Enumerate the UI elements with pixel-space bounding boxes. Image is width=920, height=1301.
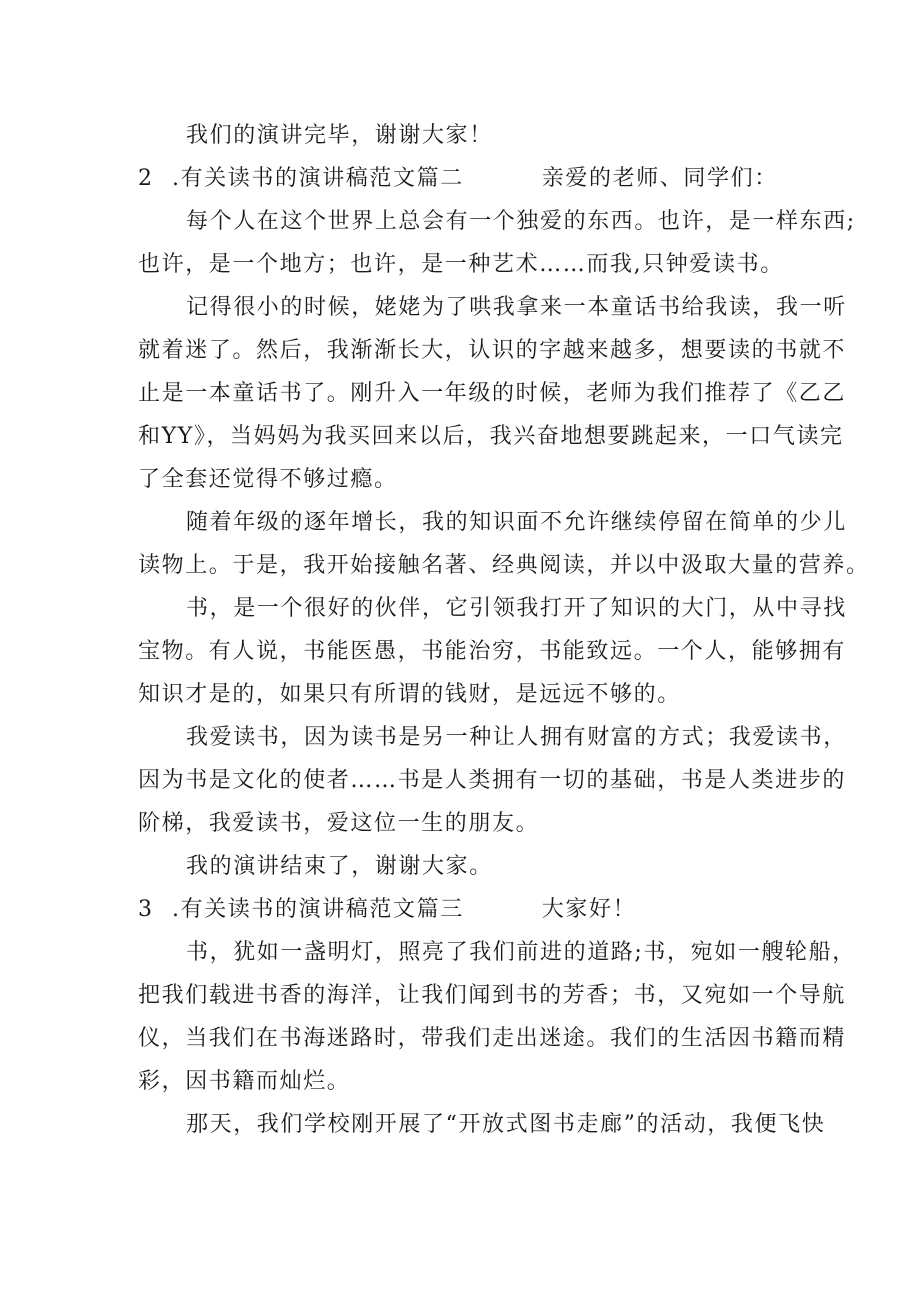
paragraph-line: 了全套还觉得不够过瘾。 (138, 467, 398, 492)
heading-number: 2 (138, 166, 154, 191)
paragraph-line: 把我们载进书香的海洋，让我们闻到书的芳香；书，又宛如一个导航 (138, 983, 847, 1008)
paragraph-line: 那天，我们学校刚开展了“开放式图书走廊”的活动，我便飞快 (186, 1112, 826, 1137)
paragraph-line: 记得很小的时候，姥姥为了哄我拿来一本童话书给我读，我一听 (186, 295, 847, 320)
paragraph-line: 也许，是一个地方；也许，是一种艺术……而我,只钟爱读书。 (138, 252, 784, 277)
paragraph-line: 彩，因书籍而灿烂。 (138, 1069, 351, 1094)
paragraph-line: 书，犹如一盏明灯，照亮了我们前进的道路;书，宛如一艘轮船， (186, 940, 856, 965)
heading-title: .有关读书的演讲稿范文篇二 (172, 166, 464, 191)
paragraph-line: 书，是一个很好的伙伴，它引领我打开了知识的大门，从中寻找 (186, 596, 847, 621)
heading-greeting: 大家好！ (541, 897, 637, 922)
paragraph-line: 知识才是的，如果只有所谓的钱财，是远远不够的。 (138, 682, 681, 707)
heading-title: .有关读书的演讲稿范文篇三 (172, 897, 464, 922)
section-heading-3 (138, 894, 788, 926)
section-heading-2 (138, 163, 788, 195)
paragraph-line: 就着迷了。然后，我渐渐长大，认识的字越来越多，想要读的书就不 (138, 338, 847, 363)
paragraph-line: 和YY》，当妈妈为我买回来以后，我兴奋地想要跳起来，一口气读完 (138, 424, 844, 449)
heading-greeting: 亲爱的老师、同学们： (541, 166, 778, 191)
paragraph-line: 读物上。于是，我开始接触名著、经典阅读，并以中汲取大量的营养。 (138, 553, 870, 578)
paragraph-line: 阶梯，我爱读书，爱这位一生的朋友。 (138, 811, 540, 836)
heading-number: 3 (138, 897, 154, 922)
paragraph-line: 仪，当我们在书海迷路时，带我们走出迷途。我们的生活因书籍而精 (138, 1026, 847, 1051)
closing-line: 我们的演讲完毕，谢谢大家！ (186, 123, 493, 148)
paragraph-line: 随着年级的逐年增长，我的知识面不允许继续停留在简单的少儿 (186, 510, 847, 535)
closing-line: 我的演讲结束了，谢谢大家。 (186, 854, 493, 879)
paragraph-line: 我爱读书，因为读书是另一种让人拥有财富的方式；我爱读书， (186, 725, 847, 750)
paragraph-line: 每个人在这个世界上总会有一个独爱的东西。也许，是一样东西; (186, 209, 856, 234)
paragraph-line: 宝物。有人说，书能医愚，书能治穷，书能致远。一个人，能够拥有 (138, 639, 847, 664)
paragraph-line: 因为书是文化的使者……书是人类拥有一切的基础，书是人类进步的 (138, 768, 847, 793)
paragraph-line: 止是一本童话书了。刚升入一年级的时候，老师为我们推荐了《乙乙 (138, 381, 847, 406)
